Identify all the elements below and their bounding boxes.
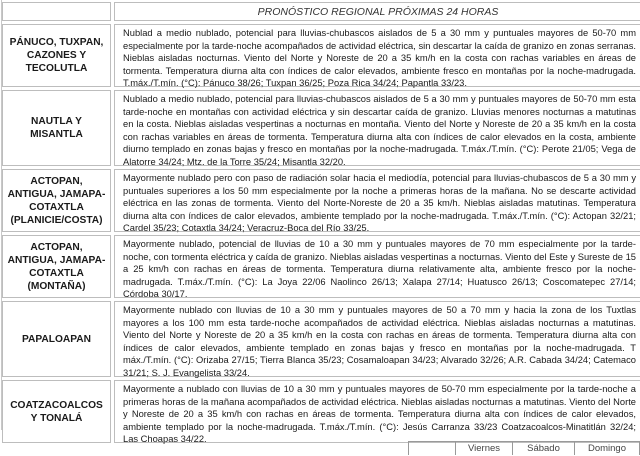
table-row [2,301,640,377]
table-row [2,235,640,298]
region-forecast: Mayormente nublado con lluvias de 10 a 30 mm y puntuales mayores de 50 a 70 mm y hacia la zona de los Tuxtlas mayores a los 100 mm esta tarde-noche acompañados de actividad eléctrica. Nieblas aisladas nocturnas a matutinas. Viento del Norte y Noreste de 20 a 35 km/h en la costa con rachas en áreas de tormenta. Temperatura diurna alta con índices de calor elevados, ambiente templado en zonas bajas y fresco en montañas por la noche-madrugada. T máx./T.mín. (°C): Orizaba 27/15; Tierra Blanca 35/23; Cosamaloapan 34/23; Alvarado 32/26; A.R. Cabada 34/24; Catemaco 31/21; S. J. Evangelista 33/24. [114,301,640,377]
region-name: ACTOPAN, ANTIGUA, JAMAPA-COTAXTLA (PLANICIE/COSTA) [2,169,111,232]
extended-blank-cell [408,441,455,455]
day-header-friday: Viernes [455,441,512,455]
region-name: ACTOPAN, ANTIGUA, JAMAPA-COTAXTLA (MONTAÑA) [2,235,111,298]
table-header-row [2,2,640,21]
table-row [2,24,640,87]
region-forecast: Mayormente a nublado con lluvias de 10 a 30 mm y puntuales mayores de 50-70 mm especialmente por la tarde-noche a primeras horas de la mañana acompañados de actividad eléctrica. Nieblas aisladas nocturnas a matutinas. Viento del Norte y Noreste de 20 a 35 km/h con rachas en áreas de tormenta. Temperatura diurna alta con índices de calor elevados, ambiente templado por la noche-madrugada. T.máx./T.mín. (°C): Jesús Carranza 33/23 Coatzacoalcos-Minatitlán 32/24; Las Choapas 34/22. [114,380,640,443]
region-forecast: Nublad a medio nublado, potencial para lluvias-chubascos aislados de 5 a 30 mm y puntuales mayores de 50-70 mm especialmente por la tarde-noche acompañados de actividad eléctrica, sin descartar la caída de granizo en zonas serranas. Nieblas aisladas nocturnas. Viento del Norte y Noreste de 20 a 35 km/h en la costa con rachas variables en áreas de tormenta. Temperatura diurna alta con índices de calor elevados, ambiente fresco en montañas por la noche-madrugada. T.máx./T.mín. (°C): Pánuco 38/26; Tuxpan 36/25; Poza Rica 34/24; Papantla 33/23. [114,24,640,87]
day-header-saturday: Sábado [512,441,574,455]
region-name: PÁNUCO, TUXPAN, CAZONES Y TECOLUTLA [2,24,111,87]
extended-forecast-table-header [408,441,640,455]
table-row [2,380,640,443]
region-forecast: Mayormente nublado pero con paso de radiación solar hacia el mediodía, potencial para lluvias-chubascos de 5 a 30 mm y puntuales superiores a los 50 mm especialmente por la noche a primeras horas de la mañana. No se descarte actividad eléctrica en las zonas de tormenta. Viento del Norte-Noreste de 20 a 35 km/h. Nieblas aisladas matutinas. Temperatura diurna alta con índices de calor elevados, ambiente templado por la noche-madrugada. T.máx./T.mín. (°C): Actopan 32/21; Cardel 35/23; Cotaxtla 34/24; Veracruz-Boca del Río 33/25. [114,169,640,232]
region-forecast: Nublado a medio nublado, potencial para lluvias-chubascos aislados de 5 a 30 mm y puntuales mayores de 50-70 mm esta tarde-noche en montañas con actividad eléctrica y sin descartar caída de granizo. Lluvias menores nocturnas a matutinas en la costa. Nieblas aisladas vespertinas a nocturnas en montaña. Viento del Norte y Noreste de 20 a 35 km/h en la costa con rachas variables en áreas de tormenta. Temperatura diurna alta con índices de calor elevados en la costa, ambiente diurno templado en zonas bajas y fresco en montañas por la noche-madrugada. T.máx./T.mín. (°C): Perote 21/05; Vega de Alatorre 34/24; Mtz. de la Torre 35/24; Misantla 32/20. [114,90,640,166]
region-name: COATZACOALCOS Y TONALÁ [2,380,111,443]
region-name: NAUTLA Y MISANTLA [2,90,111,166]
region-forecast: Mayormente nublado, potencial de lluvias de 10 a 30 mm y puntuales mayores de 70 mm especialmente por la tarde-noche, con tormenta eléctrica y caída de granizo. Nieblas aisladas vespertinas a nocturnas. Viento del Este y Sureste de 15 a 25 km/h con rachas en áreas de tormenta. Temperatura diurna relativamente alta, ambiente fresco por la noche-madrugada. T.máx./T.mín. (°C): La Joya 22/06 Naolinco 26/13; Xalapa 27/14; Huatusco 26/13; Coscomatepec 27/14; Córdoba 30/17. [114,235,640,298]
table-row [2,90,640,166]
table-title: PRONÓSTICO REGIONAL PRÓXIMAS 24 HORAS [114,2,640,21]
header-blank-cell [2,2,111,21]
region-name: PAPALOAPAN [2,301,111,377]
regional-forecast-table [2,0,640,443]
day-header-sunday: Domingo [574,441,640,455]
table-row [2,169,640,232]
